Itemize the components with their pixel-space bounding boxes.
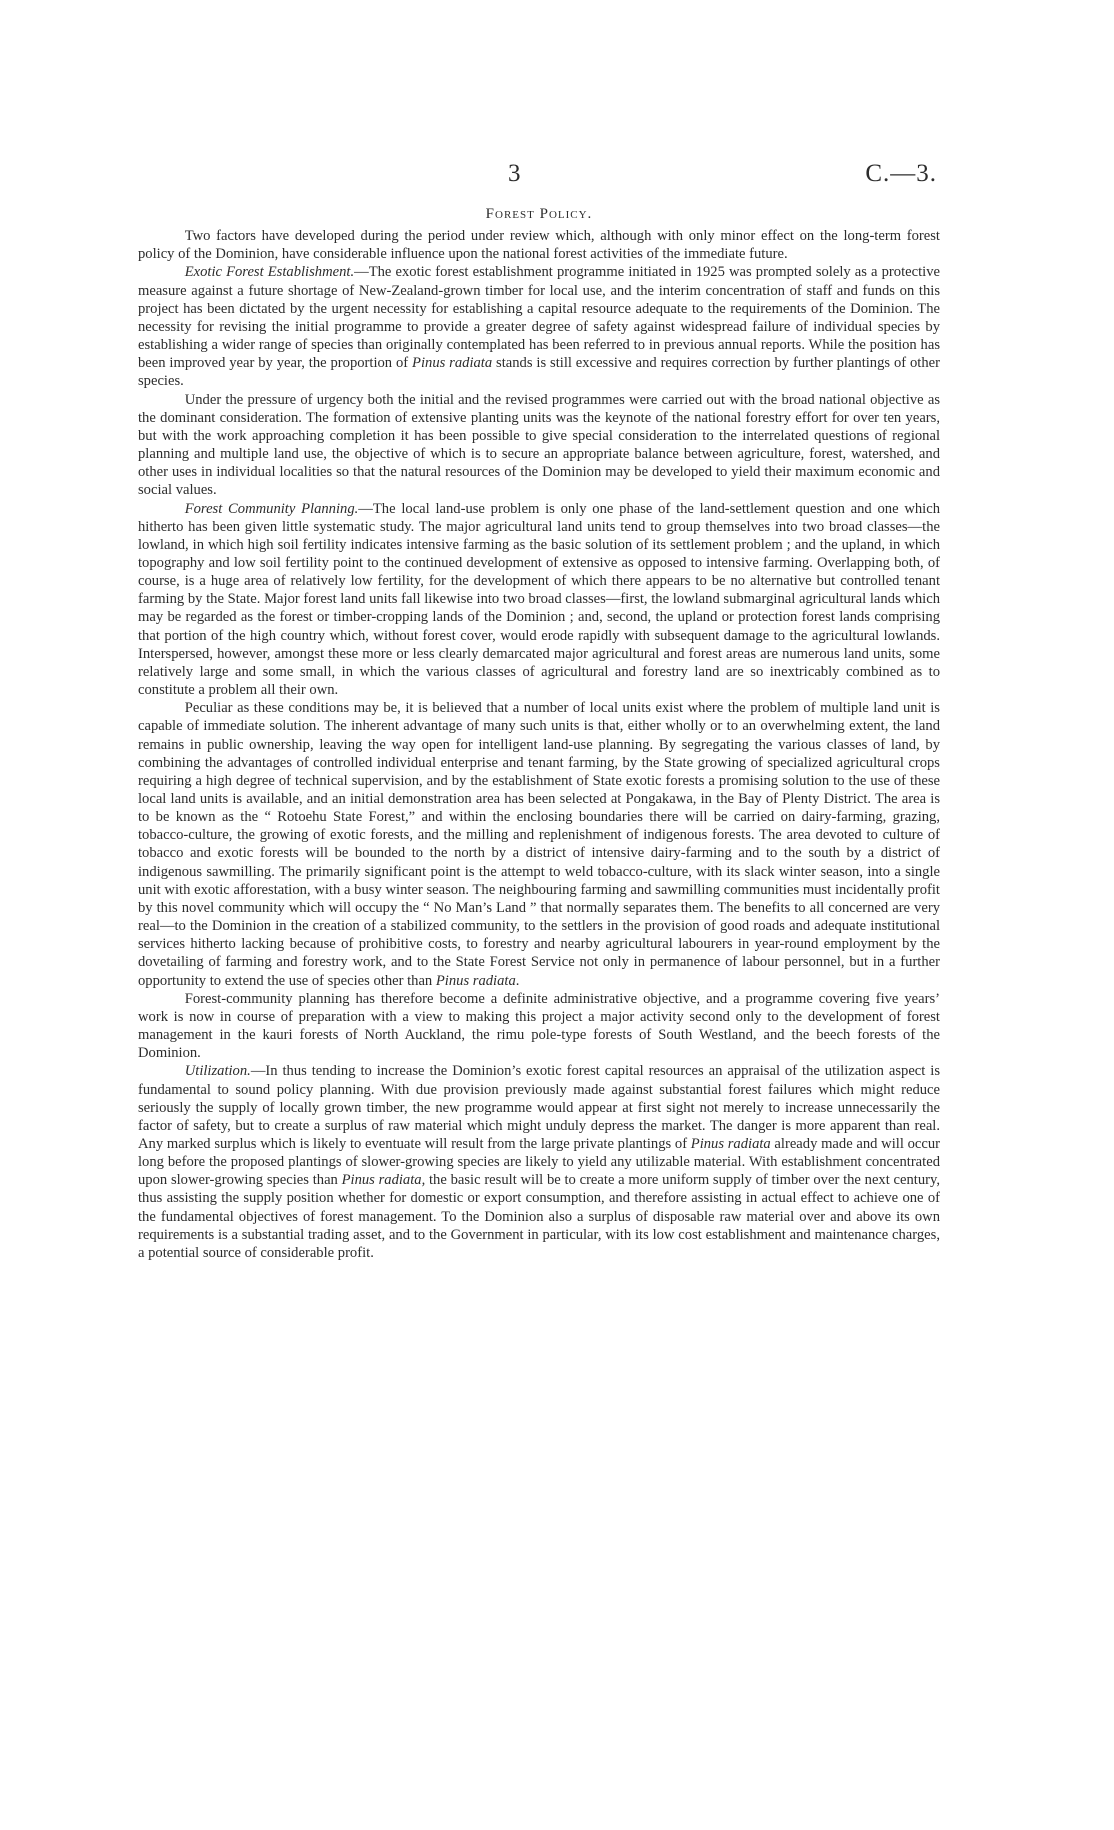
paragraph-text: the basic result will be to create a more uniform supply of timber over the next century, thus assisting the supply position whether for domestic or export consumption, and therefore assisting in actual effect to achieve one of the fundamental objectives of forest management. To the Dominion also a surplus of disposable raw material over and above its own requirements is a substantial trading asset, and to the Government in particular, with its low cost establishment and maintenance charges, a potential source of considerable profit. bbox=[138, 1172, 940, 1261]
page-header bbox=[0, 160, 1114, 190]
subheading-exotic-forest-establishment: Exotic Forest Establishment. bbox=[184, 264, 355, 281]
paragraph-urgency: Under the pressure of urgency both the initial and the revised programmes were carried out with the broad national objective as the dominant consideration. The formation of extensive planting units was the keynote of the national forestry effort for over ten years, but with the work approaching completion it has been possible to give special consideration to the interrelated questions of regional planning and multiple land use, the objective of which is to secure an appropriate balance between agriculture, forest, watershed, and other uses in individual localities so that the natural resources of the Dominion may be developed to yield their maximum economic and social values. bbox=[138, 391, 940, 499]
paragraph-intro: Two factors have developed during the period under review which, although with only minor effect on the long-term forest policy of the Dominion, have considerable influence upon the national forest activities of the immediate future. bbox=[138, 228, 940, 263]
paragraph-text: —The local land-use problem is only one phase of the land-settlement question and one which hitherto has been given little systematic study. The major agricultural land units tend to group themselves into two broad classes—the lowland, in which high soil fertility indicates intensive farming as the basic solution of its settlement problem ; and the upland, in which topography and low soil fertility point to the continued development of extensive as opposed to intensive farming. Overlapping both, of course, is a huge area of relatively low fertility, for the development of which there appears to be no alternative but controlled tenant farming by the State. Major forest land units fall likewise into two broad classes—first, the lowland submarginal agricultural lands which may be regarded as the forest or timber-cropping lands of the Dominion ; and, second, the upland or protection forest lands comprising that portion of the high country which, without forest cover, would erode rapidly with subsequent damage to the agricultural lowlands. Interspersed, however, amongst these more or less clearly demarcated major agricultural and forest areas are numerous land units, some relatively large and some small, in which the various classes of agricultural and forestry land are so inextricably combined as to constitute a problem all their own. bbox=[138, 500, 941, 699]
species-name: Pinus radiata bbox=[412, 355, 493, 372]
page-number: 3 bbox=[508, 160, 521, 187]
paragraph-peculiar-conditions bbox=[138, 699, 940, 990]
paragraph-exotic-forest bbox=[138, 263, 940, 390]
document-body bbox=[138, 205, 940, 1262]
paragraph-utilization bbox=[138, 1062, 940, 1262]
species-name: Pinus radiata bbox=[690, 1135, 771, 1152]
paragraph-text: —The exotic forest establishment programme initiated in 1925 was prompted solely as a protective measure against a future shortage of New-Zealand-grown timber for local use, and the interim concentration of staff and funds on this project has been dictated by the urgent necessity for establishing a capital resource adequate to the requirements of the Dominion. The necessity for revising the initial programme to provide a greater degree of safety against widespread failure of individual species by establishing a wider range of species than originally contemplated has been referred to in previous annual reports. While the position has been improved year by year, the proportion of bbox=[138, 264, 940, 372]
subheading-utilization: Utilization. bbox=[184, 1063, 251, 1080]
report-code: C.—3. bbox=[865, 160, 937, 187]
paragraph-text: stands is still excessive and requires correction by further plantings of other species. bbox=[138, 355, 940, 390]
paragraph-text: Peculiar as these conditions may be, it is believed that a number of local units exist where the problem of multiple land unit is capable of immediate solution. The inherent advantage of many such units is that, either wholly or to an overwhelming extent, the land remains in public ownership, leaving the way open for intelligent land-use planning. By segregating the various classes of land, by combining the advantages of controlled individual enterprise and tenant farming, by the State growing of specialized agricultural crops requiring a high degree of technical supervision, and by the establishment of State exotic forests a promising solution to the use of these local land units is available, and an initial demonstration area has been selected at Pongakawa, in the Bay of Plenty District. The area is to be known as the “ Rotoehu State Forest,” and within the enclosing boundaries there will be carried on dairy-farming, grazing, tobacco-culture, the growing of exotic forests, and the milling and replenishment of indigenous forests. The area devoted to culture of tobacco and exotic forests will be bounded to the north by a district of intensive dairy-farming and to the south by a district of indigenous sawmilling. The primarily significant point is the attempt to weld tobacco-culture, with its slack winter season, into a single unit with exotic afforestation, with a busy winter season. The neighbouring farming and sawmilling communities must incidentally profit by this novel community which will occupy the “ No Man’s Land ” that normally separates them. The benefits to all concerned are very real—to the Dominion in the creation of a stabilized community, to the settlers in the provision of good roads and adequate institutional services hitherto lacking because of prohibitive costs, to forestry and nearby agricultural labourers in year-round employment by the dovetailing of farming and forestry work, and to the State Forest Service not only in permanence of labour personnel, but in a further opportunity to extend the use of species other than bbox=[138, 700, 940, 989]
species-name: Pinus radiata, bbox=[341, 1172, 426, 1189]
paragraph-community-objective: Forest-community planning has therefore become a definite administrative objective, and a programme covering five years’ work is now in course of preparation with a view to making this project a major activity second only to the development of forest management in the kauri forests of North Auckland, the rimu pole-type forests of South Westland, and the beech forests of the Dominion. bbox=[138, 990, 940, 1062]
paragraph-text: already made and will occur long before the proposed plantings of slower-growing species are likely to yield any utilizable material. With establishment concentrated upon slower-growing species than bbox=[138, 1135, 941, 1189]
species-name: Pinus radiata bbox=[435, 972, 516, 989]
subheading-forest-community-planning: Forest Community Planning. bbox=[184, 500, 359, 517]
section-heading: Forest Policy. bbox=[485, 206, 593, 222]
paragraph-text: —In thus tending to increase the Dominion’s exotic forest capital resources an appraisal of the utilization aspect is fundamental to sound policy planning. With due provision previously made against substantial forest failures which might reduce seriously the supply of locally grown timber, the new programme would appear at first sight not merely to increase unnecessarily the factor of safety, but to create a surplus of raw material which might unduly depress the market. The danger is more apparent than real. Any marked surplus which is likely to eventuate will result from the large private plantings of bbox=[138, 1063, 940, 1152]
paragraph-text: . bbox=[515, 972, 520, 989]
paragraph-community-planning bbox=[138, 500, 940, 700]
